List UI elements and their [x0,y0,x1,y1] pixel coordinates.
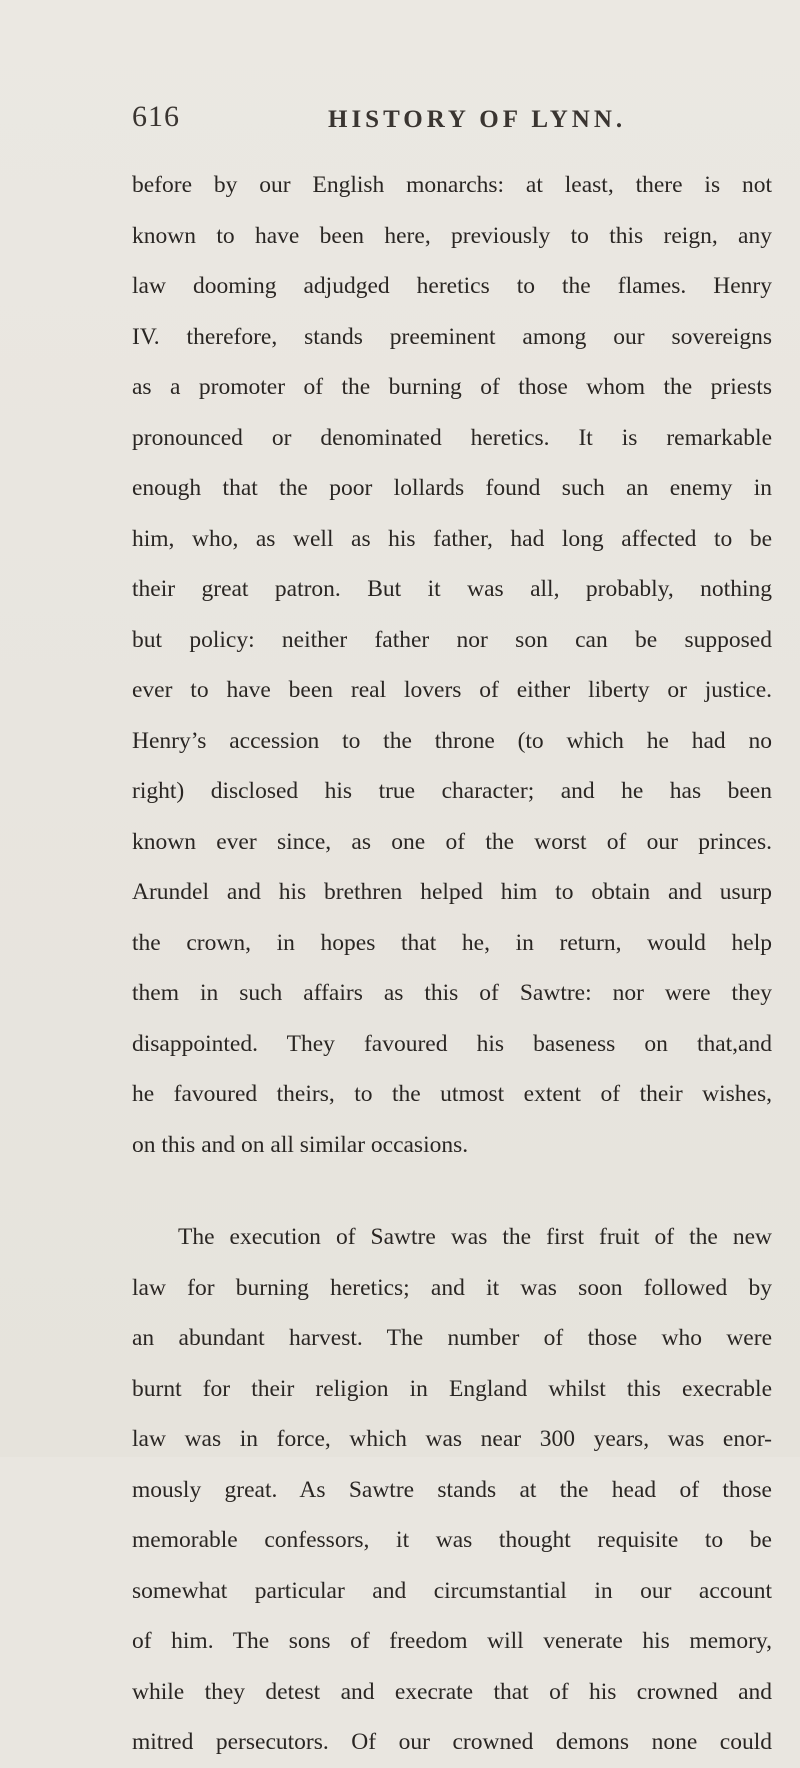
text-line: while they detest and execrate that of his crowned and [132,1678,772,1705]
text-line: Arundel and his brethren helped him to obtain and usurp [132,879,772,905]
text-line: known to have been here, previously to this reign, any [132,222,772,249]
text-line: law dooming adjudged heretics to the flames. Henry [132,273,772,299]
text-line: he favoured theirs, to the utmost extent of their wishes, [132,1081,772,1107]
text-line: The execution of Sawtre was the first fruit of the new [178,1224,772,1250]
text-line: law for burning heretics; and it was soon followed by [132,1274,772,1301]
running-title: HISTORY OF LYNN. [328,106,627,133]
text-line: disappointed. They favoured his baseness on that,and [132,1030,772,1057]
text-line: before by our English monarchs: at least, there is not [132,172,772,198]
text-line: right) disclosed his true character; and he has been [132,778,772,804]
text-line: their great patron. But it was all, probably, nothing [132,576,772,602]
text-line: them in such affairs as this of Sawtre: nor were they [132,980,772,1006]
text-line: IV. therefore, stands preeminent among our sovereigns [132,323,772,350]
text-line: law was in force, which was near 300 years, was enor- [132,1426,772,1452]
text-line: ever to have been real lovers of either liberty or justice. [132,677,772,703]
text-line: on this and on all similar occasions. [132,1131,469,1158]
text-line: him, who, as well as his father, had long affected to be [132,525,772,552]
page-number: 616 [132,100,180,133]
text-line: known ever since, as one of the worst of our princes. [132,828,772,855]
text-line: an abundant harvest. The number of those who were [132,1325,772,1351]
text-line: Henry’s accession to the throne (to which he had no [132,727,772,754]
text-line: mitred persecutors. Of our crowned demons none could [132,1729,772,1755]
text-line: the crown, in hopes that he, in return, would help [132,929,772,956]
text-line: pronounced or denominated heretics. It is remarkable [132,424,772,451]
text-line: of him. The sons of freedom will venerate his memory, [132,1628,772,1654]
page-header [132,100,772,140]
text-line: somewhat particular and circumstantial in our account [132,1577,772,1604]
paragraph-2 [132,1212,772,1768]
text-line: memorable confessors, it was thought requisite to be [132,1527,772,1553]
body-text [132,160,772,1768]
text-line: as a promoter of the burning of those whom the priests [132,374,772,400]
text-line: enough that the poor lollards found such an enemy in [132,475,772,501]
paragraph-gap [132,1170,772,1212]
text-line: mously great. As Sawtre stands at the head of those [132,1476,772,1503]
text-line: but policy: neither father nor son can be supposed [132,626,772,653]
paragraph-1 [132,160,772,1170]
text-line: burnt for their religion in England whilst this execrable [132,1375,772,1402]
